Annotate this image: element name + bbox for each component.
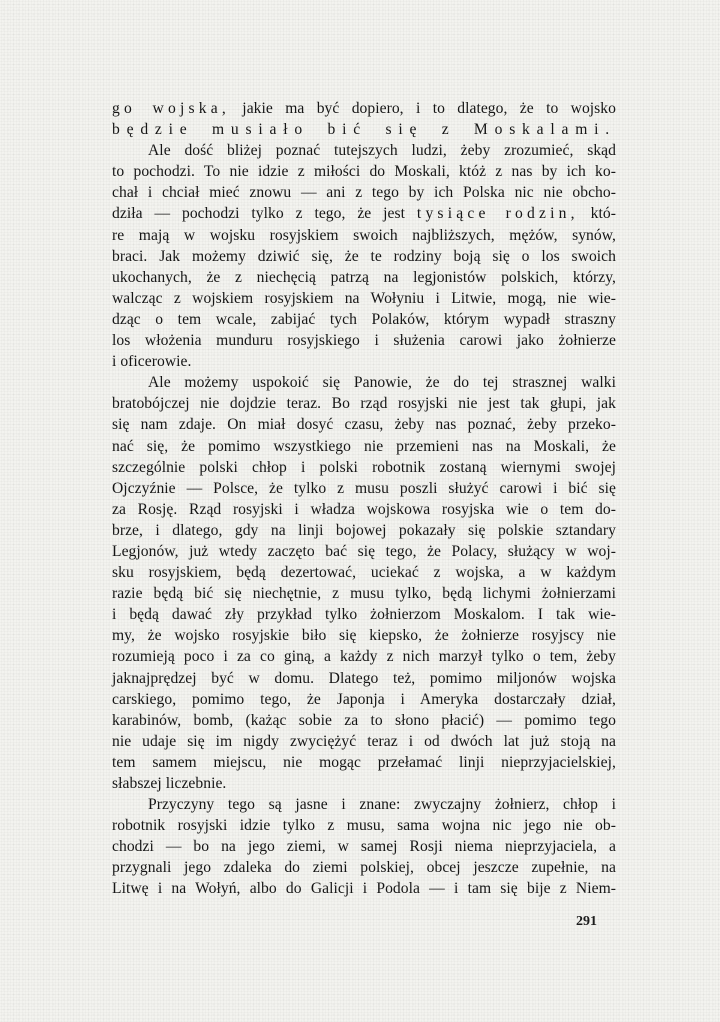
text-line xyxy=(112,140,616,161)
text-line xyxy=(112,98,616,119)
text-line xyxy=(112,372,616,393)
text-line xyxy=(112,878,616,899)
text-line xyxy=(112,203,616,224)
text-line xyxy=(112,246,616,267)
text-line xyxy=(112,436,616,457)
text-line xyxy=(112,161,616,182)
line-text: nie udaje się im nigdy zwyciężyć teraz i od dwóch lat już stoją na xyxy=(112,732,616,750)
line-text: jakie ma być dopiero, i to dlatego, że to wojsko xyxy=(229,100,616,117)
text-line xyxy=(112,731,616,752)
line-text: sku rosyjskiem, będą dezertować, uciekać z wojska, a w każdym xyxy=(112,564,616,582)
text-line xyxy=(112,182,616,203)
line-text: tem samem miejscu, nie mogąc przełamać linji nieprzyjacielskiej, xyxy=(112,753,616,771)
page-number: 291 xyxy=(576,914,597,929)
text-line xyxy=(112,815,616,836)
text-line xyxy=(112,625,616,646)
text-line xyxy=(112,414,616,435)
line-text: i będą dawać zły przykład tylko żołnierzom Moskalom. I tak wie- xyxy=(112,606,616,624)
text-line xyxy=(112,351,616,372)
text-line xyxy=(112,119,616,140)
line-text: to pochodzi. To nie idzie z miłości do Moskali, któż z nas by ich ko- xyxy=(112,163,616,181)
line-text: i oficerowie. xyxy=(112,353,192,371)
text-line xyxy=(112,288,616,309)
line-text: walcząc z wojskiem rosyjskiem na Wołyniu i Litwie, mogą, nie wie- xyxy=(112,289,616,307)
line-text: jaknajprędzej być w domu. Dlatego też, pomimo miljonów wojska xyxy=(112,669,616,687)
line-text: Litwę i na Wołyń, albo do Galicji i Podola — i tam się bije z Niem- xyxy=(112,880,616,898)
line-text: robotnik rosyjski idzie tylko z musu, sama wojna nic jego nie ob- xyxy=(112,817,616,835)
body-text xyxy=(112,98,616,900)
line-text: przygnali jego zdaleka do ziemi polskiej, obcej jeszcze zupełnie, na xyxy=(112,859,616,877)
text-line xyxy=(112,836,616,857)
text-line xyxy=(112,794,616,815)
line-text: chodzi — bo na jego ziemi, w samej Rosji niema nieprzyjaciela, a xyxy=(112,838,616,856)
text-line xyxy=(112,668,616,689)
line-text: karabinów, bomb, (każąc sobie za to słono płacić) — pomimo tego xyxy=(112,711,616,729)
text-line xyxy=(112,393,616,414)
text-line xyxy=(112,309,616,330)
line-text: nać się, że pomimo wszystkiego nie przemieni nas na Moskali, że xyxy=(112,437,616,455)
line-text: Przyczyny tego są jasne i znane: zwyczajny żołnierz, chłop i xyxy=(148,796,616,814)
line-text: razie będą bić się niechętnie, z musu tylko, będą lichymi żołnierzami xyxy=(112,585,616,603)
text-line xyxy=(112,541,616,562)
line-text: Ale możemy uspokoić się Panowie, że do tej strasznej walki xyxy=(148,374,616,392)
line-text: carskiego, pomimo tego, że Japonja i Ameryka dostarczały dział, xyxy=(112,690,616,708)
text-line xyxy=(112,267,616,288)
line-text: re mają w wojsku rosyjskiem swoich najbliższych, mężów, synów, xyxy=(112,226,616,244)
text-line xyxy=(112,520,616,541)
spaced-emphasis-text: będzie musiało bić się z Moskalami. xyxy=(112,121,616,139)
line-text: dząc o tem wcale, zabijać tych Polaków, którym wypadł straszny xyxy=(112,310,616,328)
line-text: dziła — pochodzi tylko z tego, że jest xyxy=(112,205,417,223)
text-line xyxy=(112,646,616,667)
text-line xyxy=(112,752,616,773)
line-text: los włożenia munduru rosyjskiego i służenia carowi jako żołnierze xyxy=(112,332,616,350)
line-text: Ale dość bliżej poznać tutejszych ludzi, żeby zrozumieć, skąd xyxy=(148,142,616,160)
line-text: za Rosję. Rząd rosyjski i władza wojskowa rosyjska wie o tem do- xyxy=(112,500,616,518)
text-line xyxy=(112,457,616,478)
line-text: Ojczyźnie — Polsce, że tylko z musu poszli służyć carowi i bić się xyxy=(112,479,616,497)
text-line xyxy=(112,499,616,520)
text-line xyxy=(112,710,616,731)
line-text: my, że wojsko rosyjskie biło się kiepsko, że żołnierze rosyjscy nie xyxy=(112,627,616,645)
line-text: szczególnie polski chłop i polski robotnik zostaną wiernymi swojej xyxy=(112,458,616,476)
text-line xyxy=(112,225,616,246)
text-line xyxy=(112,583,616,604)
spaced-emphasis-text: tysiące rodzin, xyxy=(416,205,579,223)
text-line xyxy=(112,330,616,351)
line-text: słabszej liczebnie. xyxy=(112,775,227,792)
text-line xyxy=(112,562,616,583)
line-text: rozumieją poco i za co giną, a każdy z nich marzył tylko o tem, żeby xyxy=(112,648,616,666)
line-text: braci. Jak możemy dziwić się, że te rodziny boją się o los swoich xyxy=(112,247,616,265)
line-text: któ- xyxy=(578,205,616,223)
text-line xyxy=(112,773,616,794)
line-text: brze, i dlatego, gdy na linji bojowej pokazały się polskie sztandary xyxy=(112,521,616,539)
text-line xyxy=(112,857,616,878)
line-text: chał i chciał mieć znowu — ani z tego by ich Polska nic nie obcho- xyxy=(112,184,616,202)
text-line xyxy=(112,478,616,499)
text-line xyxy=(112,604,616,625)
line-text: się nam zdaje. On miał dosyć czasu, żeby nas poznać, żeby przeko- xyxy=(112,416,616,434)
line-text: bratobójczej nie dojdzie teraz. Bo rząd rosyjski nie jest tak głupi, jak xyxy=(112,395,616,413)
line-text: Legjonów, już wtedy zaczęto bać się tego, że Polacy, służący w woj- xyxy=(112,542,616,560)
line-text: ukochanych, że z niechęcią patrzą na legjonistów polskich, którzy, xyxy=(112,268,616,286)
spaced-emphasis-text: go wojska, xyxy=(112,100,230,117)
text-line xyxy=(112,689,616,710)
